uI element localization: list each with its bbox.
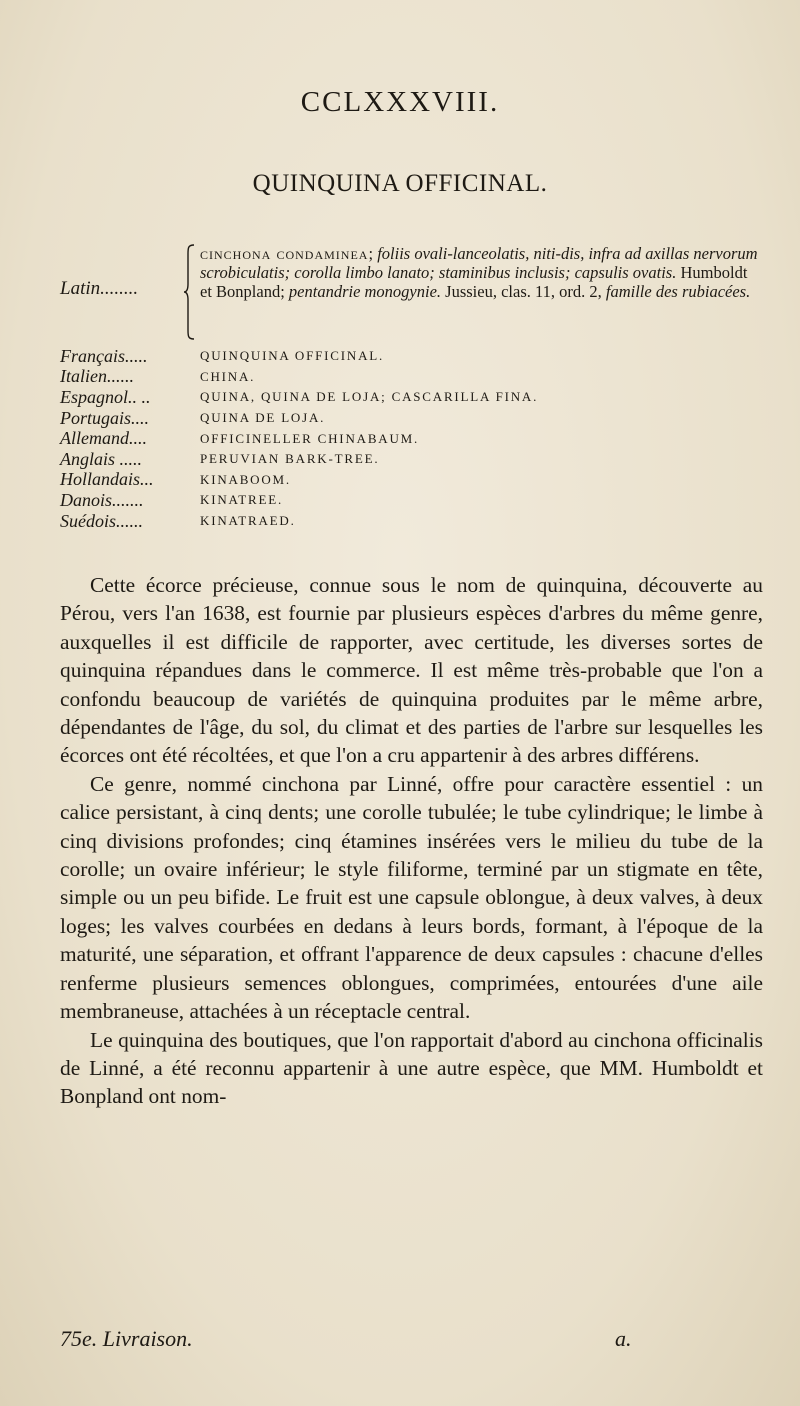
paragraph: Le quinquina des boutiques, que l'on rapportait d'abord au cinchona officinalis de Linné, a été reconnu appartenir à une autre espèce, que MM. Humboldt et Bonpland ont nom- xyxy=(60,1027,763,1109)
language-row xyxy=(60,470,760,491)
brace-icon xyxy=(183,244,195,340)
latin-family: famille des rubiacées. xyxy=(605,282,751,301)
language-row xyxy=(60,346,760,367)
latin-description: cinchona condaminea; foliis ovali-lanceolatis, niti-dis, infra ad axillas nervorum scrobiculatis; corolla limbo lanato; staminibus inclusis; capsulis ovatis. Humboldt et Bonpland; pentandrie monogynie. Jussieu, clas. 11, ord. 2, famille des rubiacées. xyxy=(200,244,758,301)
latin-system: pentandrie monogynie. xyxy=(288,282,442,301)
page-title: QUINQUINA OFFICINAL. xyxy=(252,170,548,197)
paragraph: Ce genre, nommé cinchona par Linné, offre pour caractère essentiel : un calice persistant, à cinq dents; une corolle tubulée; le tube cylindrique; le limbe à cinq divisions profondes; cinq étamines insérées vers le milieu du tube de la corolle; un ovaire inférieur; le style filiforme, terminé par un stigmate en tête, simple ou un peu bifide. Le fruit est une capsule oblongue, à deux valves, à deux loges; les valves courbées en dedans à leurs bords, formant, à l'époque de la maturité, une séparation, et offrant l'apparence de deux capsules : chacune d'elles renferme plusieurs semences oblongues, comprimées, entourées d'une aile membraneuse, attachées à un réceptacle central. xyxy=(60,771,763,1024)
latin-diagnosis: foliis ovali-lanceolatis, niti-dis, infra ad axillas nervorum scrobiculatis; corolla limbo lanato; staminibus inclusis; capsulis ovatis. xyxy=(200,244,758,282)
language-label: Anglais ..... xyxy=(60,448,143,469)
language-label: Allemand.... xyxy=(60,428,147,449)
language-name: CHINA. xyxy=(200,368,256,384)
language-name: OFFICINELLER CHINABAUM. xyxy=(200,430,420,446)
signature-mark: a. xyxy=(615,1326,632,1351)
language-row xyxy=(60,428,760,449)
latin-authors: Humboldt et Bonpland; xyxy=(200,263,748,301)
language-row xyxy=(60,490,760,511)
language-row xyxy=(60,387,760,408)
paragraph: Cette écorce précieuse, connue sous le nom de quinquina, découverte au Pérou, vers l'an 1638, est fournie par plusieurs espèces d'arbres du même genre, auxquelles il est difficile de rapporter, avec certitude, les diverses sortes de quinquina répandues dans le commerce. Il est même très-probable que l'on a confondu beaucoup de variétés de quinquina produites par le même arbre, dépendantes de l'âge, du sol, du climat et des parties de l'arbre sur lesquelles les écorces ont été récoltées, et que l'on a cru appartenir à des arbres différens. xyxy=(60,573,763,768)
language-name: QUINA, QUINA DE LOJA; CASCARILLA FINA. xyxy=(200,389,539,405)
language-label: Danois....... xyxy=(60,489,144,510)
language-label: Suédois...... xyxy=(60,510,143,531)
page-number: CCLXXXVIII. xyxy=(300,86,500,118)
body-text xyxy=(60,571,763,1111)
latin-row xyxy=(60,244,760,344)
language-name: KINABOOM. xyxy=(200,471,291,487)
language-label: Espagnol.. .. xyxy=(60,386,151,407)
latin-label: Latin........ xyxy=(60,278,139,299)
livraison-label: 75e. Livraison. xyxy=(60,1326,193,1351)
language-name: QUINA DE LOJA. xyxy=(200,410,326,426)
language-label: Italien...... xyxy=(60,366,134,387)
language-label: Hollandais... xyxy=(60,469,154,490)
language-name: QUINQUINA OFFICINAL. xyxy=(200,348,385,364)
language-row xyxy=(60,408,760,429)
latin-name: cinchona condaminea xyxy=(200,244,369,263)
latin-jussieu: Jussieu, clas. 11, ord. 2, xyxy=(445,282,602,301)
language-label: Français..... xyxy=(60,345,148,366)
language-row xyxy=(60,367,760,388)
language-name: KINATREE. xyxy=(200,492,283,508)
language-name: PERUVIAN BARK-TREE. xyxy=(200,451,380,467)
language-row xyxy=(60,511,760,532)
language-row xyxy=(60,449,760,470)
language-list xyxy=(60,346,760,531)
footer xyxy=(60,1326,700,1352)
synonymy-block xyxy=(60,244,760,531)
language-label: Portugais.... xyxy=(60,407,150,428)
language-name: KINATRAED. xyxy=(200,513,296,529)
